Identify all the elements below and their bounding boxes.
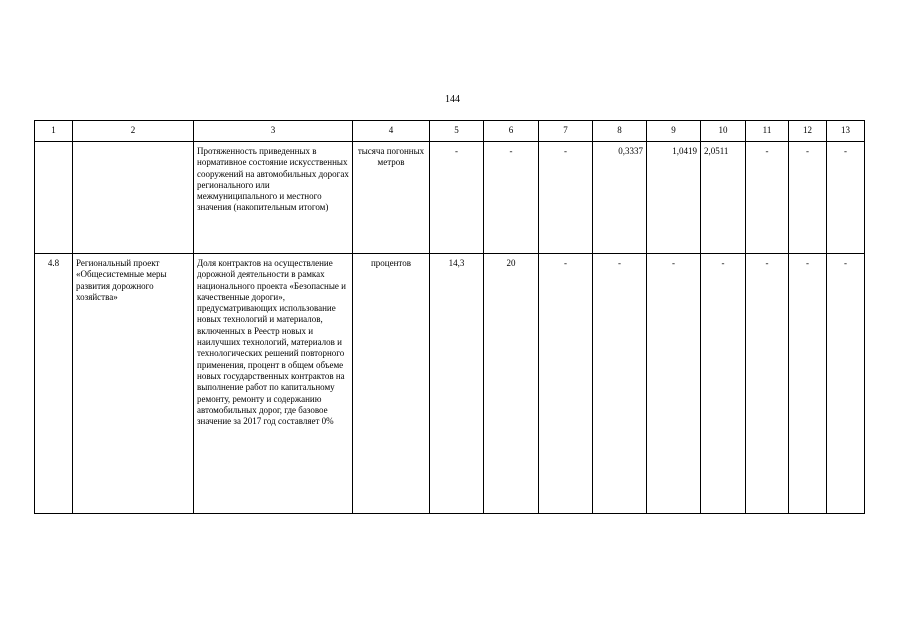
value-cell: - [430, 142, 484, 254]
table-row [35, 254, 865, 514]
project-cell: Региональный проект «Общесистемные меры развития дорожного хозяйства» [73, 254, 194, 514]
indicator-cell: Протяженность приведенных в нормативное состояние искусственных сооружений на автомобильных дорогах регионального или межмуниципального и местного значения (накопительным итогом) [194, 142, 353, 254]
column-header: 6 [484, 121, 539, 142]
value-cell: - [647, 254, 701, 514]
value-cell: - [827, 142, 865, 254]
indicator-table [34, 120, 865, 514]
column-header: 13 [827, 121, 865, 142]
column-header: 10 [701, 121, 746, 142]
value-cell: 14,3 [430, 254, 484, 514]
indicator-cell: Доля контрактов на осуществление дорожной деятельности в рамках национального проекта «Безопасные и качественные дороги», предусматривающих использование новых технологий и материалов, включенных в Реестр новых и наилучших технологий, материалов и технологических решений повторного применения, процент в общем объеме новых государственных контрактов на выполнение работ по капитальному ремонту, ремонту и содержанию автомобильных дорог, где базовое значение за 2017 год составляет 0% [194, 254, 353, 514]
value-cell: - [593, 254, 647, 514]
value-cell: - [701, 254, 746, 514]
column-header: 9 [647, 121, 701, 142]
header-row [35, 121, 865, 142]
value-cell: - [746, 142, 789, 254]
column-header: 12 [789, 121, 827, 142]
column-header: 11 [746, 121, 789, 142]
value-cell: - [746, 254, 789, 514]
value-cell: 2,0511 [701, 142, 746, 254]
value-cell: - [484, 142, 539, 254]
value-cell: - [789, 254, 827, 514]
column-header: 1 [35, 121, 73, 142]
value-cell: - [539, 254, 593, 514]
project-cell [73, 142, 194, 254]
column-header: 2 [73, 121, 194, 142]
column-header: 4 [353, 121, 430, 142]
column-header: 3 [194, 121, 353, 142]
value-cell: 1,0419 [647, 142, 701, 254]
value-cell: - [789, 142, 827, 254]
column-header: 8 [593, 121, 647, 142]
value-cell: - [827, 254, 865, 514]
value-cell: - [539, 142, 593, 254]
column-header: 7 [539, 121, 593, 142]
unit-cell: процентов [353, 254, 430, 514]
page-number: 144 [445, 94, 460, 105]
unit-cell: тысяча погонных метров [353, 142, 430, 254]
column-header: 5 [430, 121, 484, 142]
value-cell: 20 [484, 254, 539, 514]
table-row [35, 142, 865, 254]
row-number-cell: 4.8 [35, 254, 73, 514]
row-number-cell [35, 142, 73, 254]
value-cell: 0,3337 [593, 142, 647, 254]
